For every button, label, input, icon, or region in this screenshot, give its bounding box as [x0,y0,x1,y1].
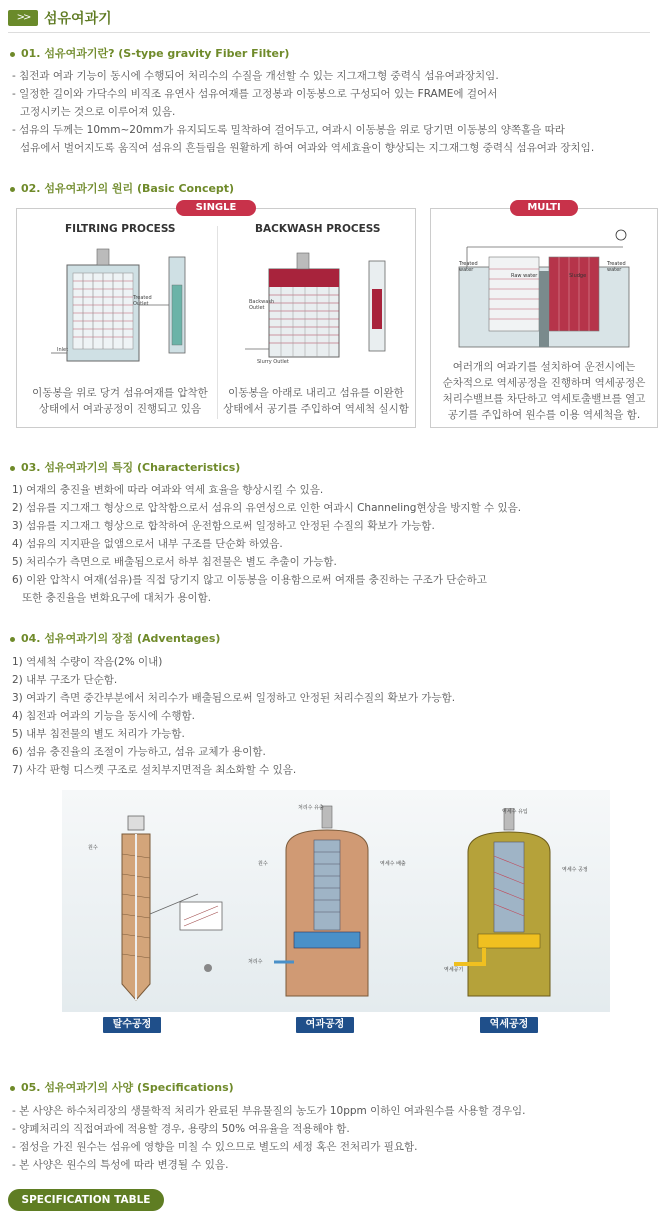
text-line: - 침전과 여과 기능이 동시에 수행되어 처리수의 수질을 개선할 수 있는 지그재그형 중력식 섬유여과장치임. [12,70,499,82]
text-line: 2) 섬유를 지그재그 형상으로 압착함으로서 섬유의 유연성으로 인한 여과시 Channeling현상을 방지할 수 있음. [12,502,522,514]
label-backwash-inflow: 역세수 유입 [502,809,528,815]
label-backwash-discharge: 역세수 배출 [380,861,406,867]
text-line: - 섬유의 두께는 10mm~20mm가 유지되도록 밀착하여 걸어두고, 여과시 이동봉을 위로 당기면 이동봉의 양쪽홀을 따라 [12,124,565,136]
caption-line: 이동봉을 아래로 내리고 섬유를 이완한 [228,387,404,399]
text-line: - 점성을 가진 원수는 섬유에 영향을 미칠 수 있으므로 별도의 세정 혹은 전처리가 필요함. [12,1141,418,1153]
filtering-diagram [47,245,207,373]
filtration-diagram [274,800,394,1008]
section-4-text [12,653,455,779]
filtering-title: FILTRING PROCESS [65,223,176,235]
label-backwash-air: 역세공기 [444,967,464,973]
text-line: 5) 처리수가 측면으로 배출됨으로서 하부 침전물은 별도 추출이 가능함. [12,556,337,568]
text-line: 7) 사각 판형 디스켓 구조로 설치부지면적을 최소화할 수 있음. [12,764,297,776]
text-line: 6) 이완 압착시 여재(섬유)를 직접 당기지 않고 이동봉을 이용함으로써 여재를 충진하는 구조가 단순하고 [12,574,487,586]
section-5-text [12,1102,525,1174]
multi-unit-caption [437,359,651,423]
bullet-icon [10,187,15,192]
backwash-caption [221,385,411,417]
inlet-label: Inlet [57,347,69,353]
label-raw-water: 원수 [258,861,268,867]
specification-table-button[interactable]: SPECIFICATION TABLE [8,1189,164,1211]
caption-line: 공기를 주입하여 원수를 이용 역세척을 함. [447,409,641,421]
text-line: 섬유에서 벌어지도록 움직여 섬유의 흔들림을 원활하게 하여 여과와 역세효율이 향상되는 지그재그형 중력식 섬유여과 장치임. [20,142,595,154]
section-5-heading: 05. 섬유여과기의 사양 (Specifications) [10,1079,234,1095]
text-line: 또한 충진율을 변화요구에 대처가 용이함. [22,592,212,604]
section-1-text [12,67,594,157]
section-2-heading: 02. 섬유여과기의 원리 (Basic Concept) [10,180,234,196]
multi-unit-diagram [453,227,635,351]
dewatering-label: 탈수공정 [103,1017,161,1033]
backwash-process-diagram [454,808,574,1008]
single-unit-panel [16,208,416,428]
multi-unit-panel [430,208,658,428]
text-line: 6) 섬유 충진율의 조절이 가능하고, 섬유 교체가 용이함. [12,746,266,758]
text-line: - 본 사양은 원수의 특성에 따라 변경될 수 있음. [12,1159,229,1171]
text-line: 4) 침전과 여과의 기능을 동시에 수행함. [12,710,195,722]
section-4-heading: 04. 섬유여과기의 장점 (Adventages) [10,630,220,646]
caption-line: 순차적으로 역세공정을 진행하며 역세공정은 [442,377,646,389]
text-line: 1) 역세척 수량이 작음(2% 이내) [12,656,163,668]
section-3-text [12,481,521,607]
section-3-heading: 03. 섬유여과기의 특징 (Characteristics) [10,459,240,475]
treated-water-label-left: Treated water [459,261,478,273]
label-raw-water-2: 원수 [88,845,98,851]
label-treated-outflow: 처리수 유출 [298,805,324,811]
double-arrow-icon: >> [8,10,38,26]
backwash-label: 역세공정 [480,1017,538,1033]
text-line: - 양폐처리의 직접여과에 적용할 경우, 용량의 50% 여유율을 적용해야 함. [12,1123,350,1135]
multi-unit-badge: MULTI UNIT [510,200,578,216]
caption-line: 이동봉을 위로 당겨 섬유여재를 압착한 [32,387,208,399]
text-line: 3) 여과기 측면 중간부분에서 처리수가 배출됨으로써 일정하고 안정된 처리수질의 확보가 가능함. [12,692,456,704]
treated-water-label-right: Treated water [607,261,626,273]
caption-line: 여러개의 여과기를 설치하여 운전시에는 [452,361,636,373]
text-line: 고정시키는 것으로 이루어져 있음. [20,106,176,118]
divider [217,219,218,419]
slurry-outlet-label: Slurry Outlet [257,359,289,365]
sludge-label: Sludge [569,273,587,279]
text-line: 4) 섬유의 지지판을 없앰으로서 내부 구조를 단순화 하였음. [12,538,283,550]
backwash-title: BACKWASH PROCESS [255,223,381,235]
single-unit-badge: SINGLE UNIT [176,200,256,216]
bullet-icon [10,52,15,57]
text-line: 2) 내부 구조가 단순함. [12,674,118,686]
text-line: 3) 섬유를 지그재그 형상으로 합착하여 운전함으로써 일정하고 안정된 수질의 확보가 가능함. [12,520,435,532]
filtering-caption [27,385,213,417]
bullet-icon [10,466,15,471]
text-line: - 일정한 길이와 가닥수의 비직조 유연사 섬유여재를 고정봉과 이동봉으로 구성되어 있는 FRAME에 걸어서 [12,88,498,100]
bullet-icon [10,637,15,642]
text-line: 5) 내부 침전물의 별도 처리가 가능함. [12,728,185,740]
raw-water-label: Raw water [511,273,538,279]
backwash-outlet-label: Backwash Outlet [249,299,275,311]
text-line: 1) 여재의 충진율 변화에 따라 여과와 역세 효율을 향상시킬 수 있음. [12,484,324,496]
label-backwash-process: 역세수 공정 [562,867,588,873]
dewatering-diagram [88,794,228,1008]
process-illustration [62,790,610,1012]
caption-line: 상태에서 공기를 주입하여 역세척 실시함 [223,403,409,415]
section-1-heading: 01. 섬유여과기란? (S-type gravity Fiber Filter) [10,45,289,61]
text-line: - 본 사양은 하수처리장의 생물학적 처리가 완료된 부유물질의 농도가 10ppm 이하인 여과원수를 사용할 경우임. [12,1105,526,1117]
treated-outlet-label: Treated Outlet [133,295,152,307]
page-header [8,6,650,33]
caption-line: 처리수밸브를 차단하고 역세토출밸브를 열고 [442,393,646,405]
label-treated-water: 처리수 [248,959,263,965]
bullet-icon [10,1086,15,1091]
filtration-label: 여과공정 [296,1017,354,1033]
page-title: 섬유여과기 [44,11,112,27]
caption-line: 상태에서 여과공정이 진행되고 있음 [38,403,202,415]
